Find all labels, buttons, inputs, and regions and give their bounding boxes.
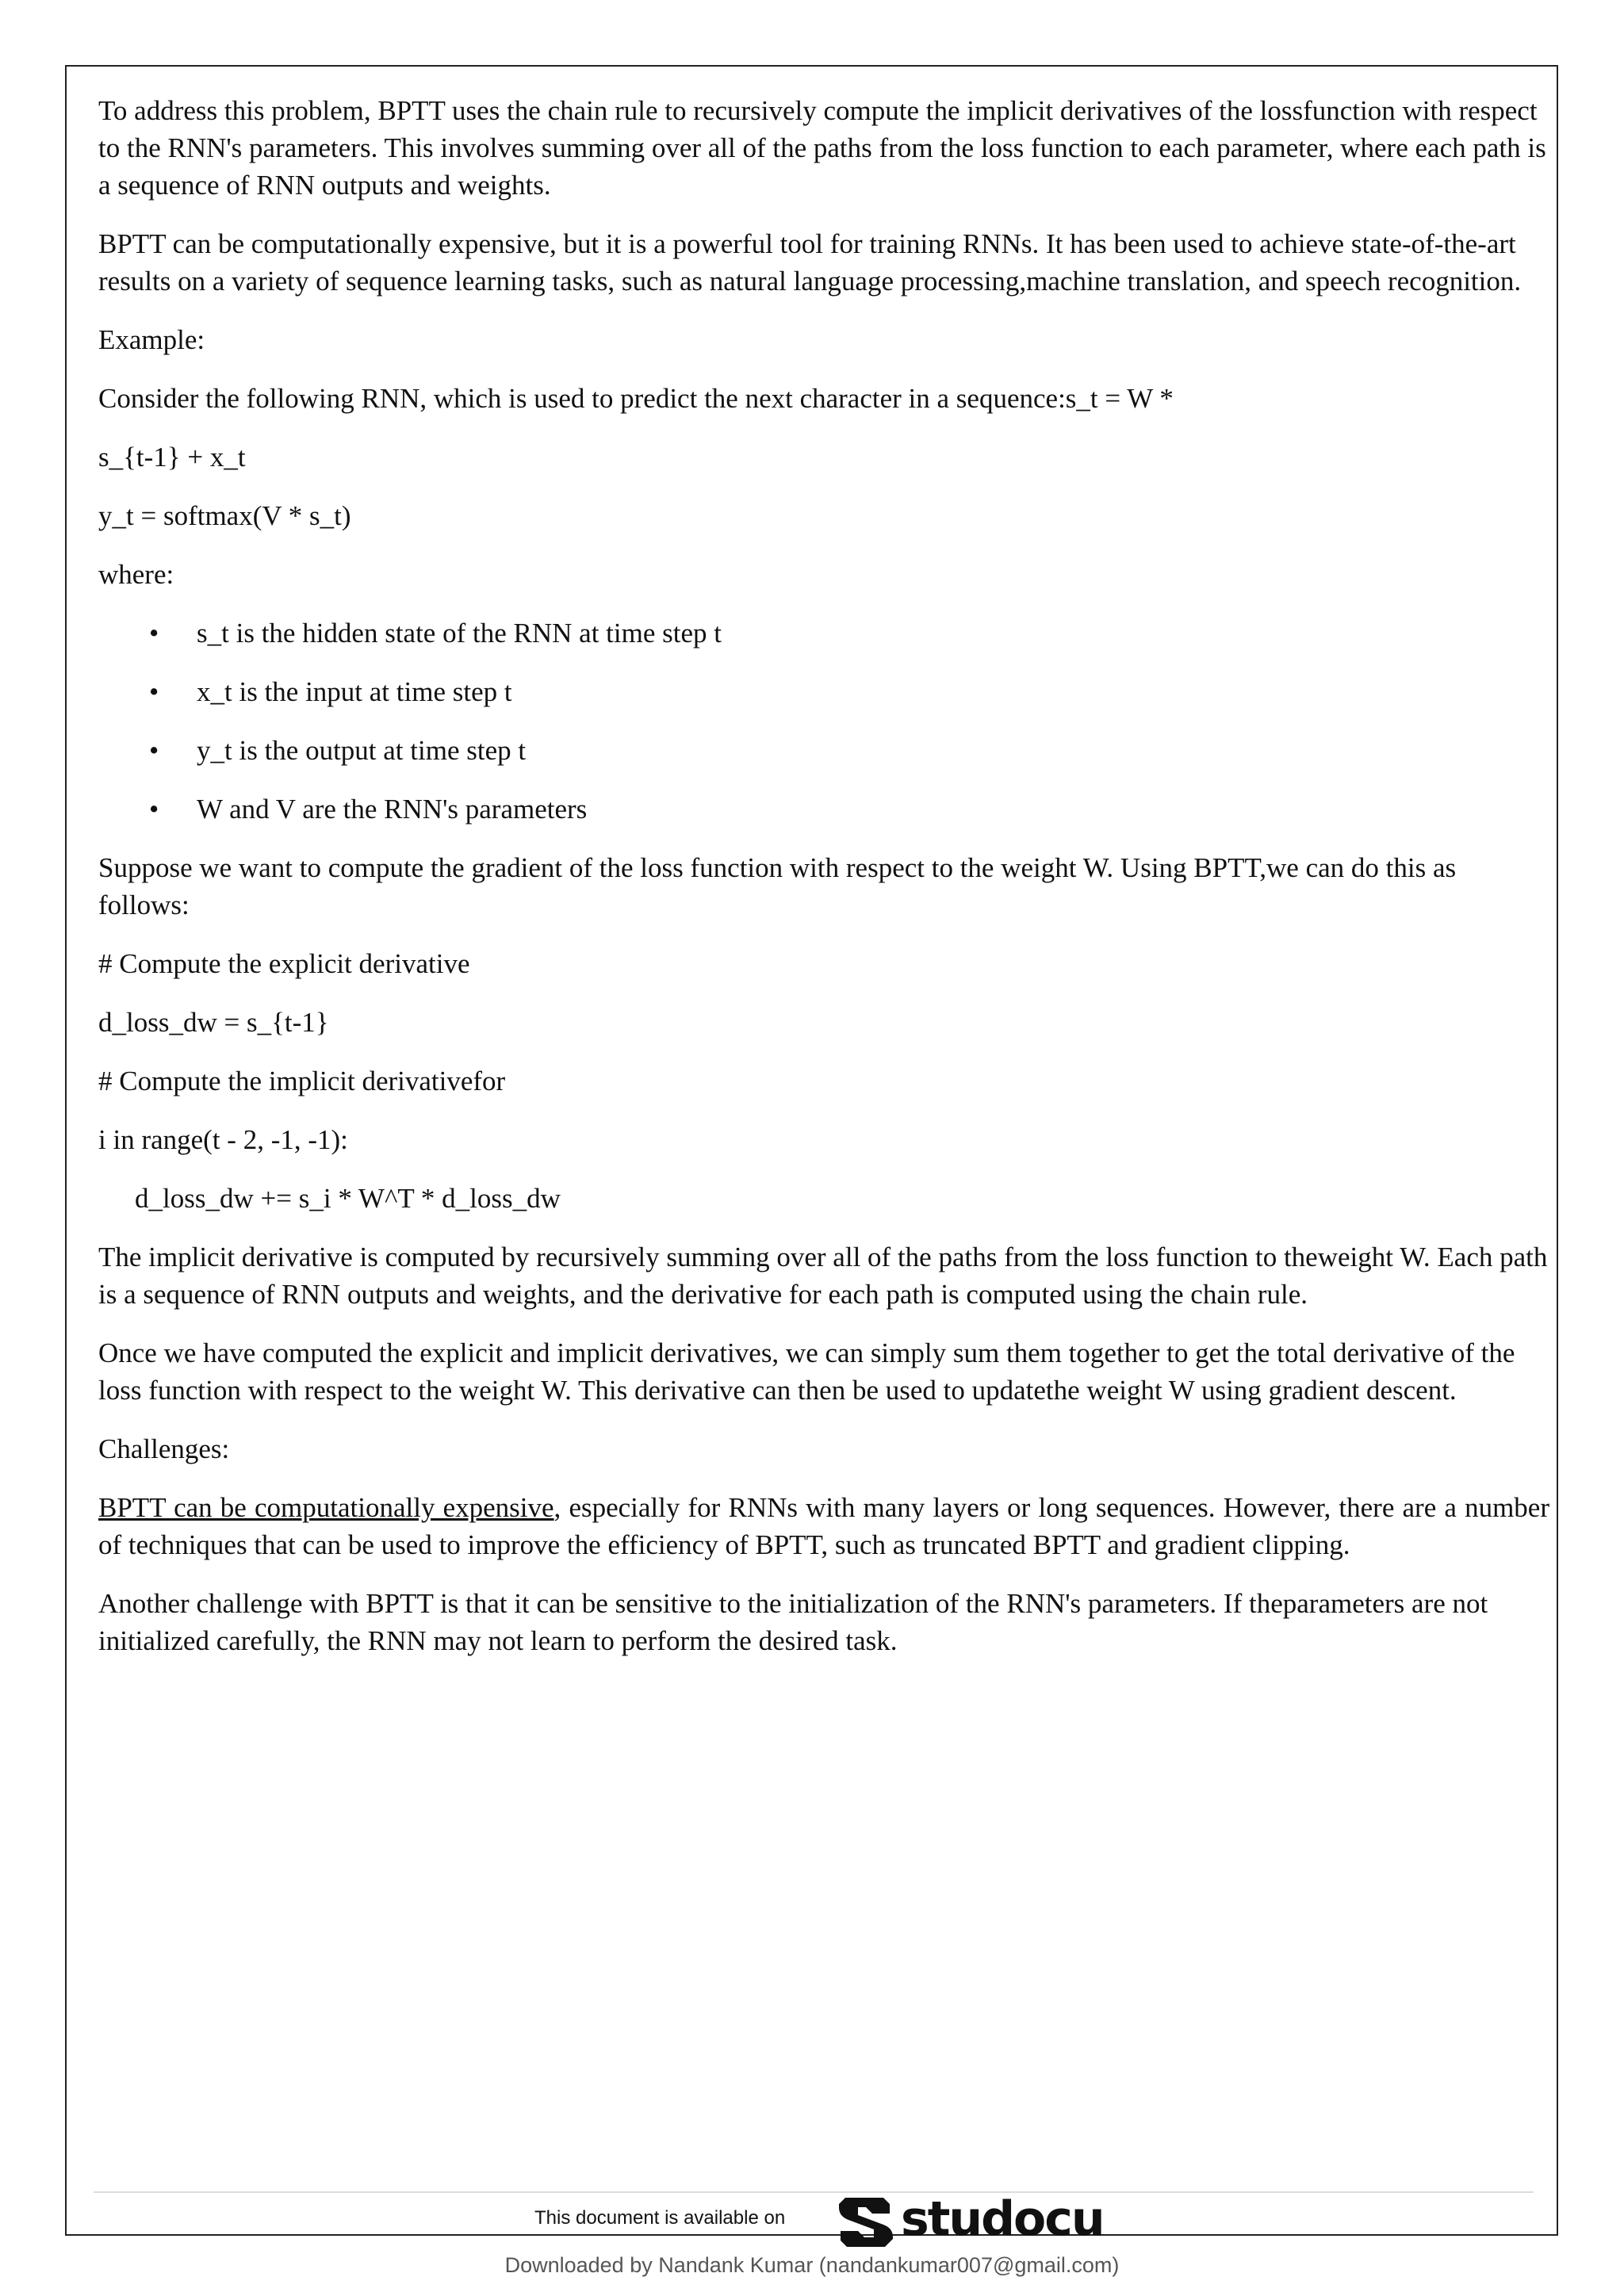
heading-example: Example: (98, 324, 205, 355)
paragraph-challenge-cost (98, 1489, 1549, 1563)
paragraph-total-derivative: Once we have computed the explicit and implicit derivatives, we can simply sum them together to get the total derivative of the loss function with respect to the weight W. This derivative can then be used to updatethe weight W using gradient descent. (98, 1337, 1515, 1406)
paragraph-gradient-intro: Suppose we want to compute the gradient of the loss function with respect to the weight W. Using BPTT,we can do this as follows: (98, 852, 1457, 920)
list-item-text: W and V are the RNN's parameters (197, 794, 588, 825)
underlined-phrase: BPTT can be computationally expensive (98, 1492, 554, 1523)
footer-download-notice: Downloaded by Nandank Kumar (nandankumar007@gmail.com) (504, 2253, 1120, 2277)
equation-output: y_t = softmax(V * s_t) (98, 500, 351, 531)
paragraph-implicit-derivative: The implicit derivative is computed by recursively summing over all of the paths from the loss function to theweight W. Each path is a sequence of RNN outputs and weights, and the derivative for each path is computed using the chain rule. (98, 1242, 1548, 1310)
paragraph-challenge-cost-rest: , especially for RNNs with many layers or long sequences. However, there are a number of techniques that can be used to improve the efficiency of BPTT, such as truncated BPTT and gradient clipping. (98, 1492, 1549, 1560)
code-comment-explicit: # Compute the explicit derivative (98, 948, 470, 979)
paragraph-bptt-chain-rule: To address this problem, BPTT uses the chain rule to recursively compute the implicit derivatives of the lossfunction with respect to the RNN's parameters. This involves summing over all of the paths from the loss function to each parameter, where each path is a sequence of RNN outputs and weights. (98, 95, 1546, 201)
studocu-logo-icon (834, 2190, 898, 2253)
paragraph-bptt-expensive: BPTT can be computationally expensive, but it is a powerful tool for training RNNs. It has been used to achieve state-of-the-art results on a variety of sequence learning tasks, such as natural language processing,machine translation, and speech recognition. (98, 228, 1522, 297)
code-explicit-derivative: d_loss_dw = s_{t-1} (98, 1007, 329, 1038)
list-item-text: x_t is the input at time step t (197, 676, 512, 707)
list-item (98, 673, 1549, 710)
code-loop-body: d_loss_dw += s_i * W^T * d_loss_dw (135, 1183, 561, 1214)
label-where: where: (98, 559, 174, 590)
heading-challenges: Challenges: (98, 1433, 230, 1464)
paragraph-rnn-intro: Consider the following RNN, which is used to predict the next character in a sequence:s_t = W * (98, 383, 1174, 414)
list-item-text: y_t is the output at time step t (197, 735, 527, 766)
studocu-logo-text: studocu (901, 2191, 1104, 2247)
studocu-logo[interactable] (834, 2190, 1104, 2253)
bullet-icon: • (149, 735, 159, 766)
code-comment-implicit: # Compute the implicit derivativefor (98, 1066, 506, 1096)
list-item (98, 732, 1549, 769)
bullet-icon: • (149, 676, 159, 707)
bullet-icon: • (149, 794, 159, 825)
paragraph-challenge-init: Another challenge with BPTT is that it can be sensitive to the initialization of the RNN's parameters. If theparameters are not initialized carefully, the RNN may not learn to perform the desired task. (98, 1588, 1488, 1656)
list-item-text: s_t is the hidden state of the RNN at time step t (197, 618, 722, 649)
footer-available-text: This document is available on (534, 2207, 786, 2229)
document-body (98, 92, 1549, 1681)
code-loop-header: i in range(t - 2, -1, -1): (98, 1124, 348, 1155)
list-item (98, 614, 1549, 652)
bullet-icon: • (149, 618, 159, 649)
definitions-list (98, 614, 1549, 828)
equation-state-continued: s_{t-1} + x_t (98, 442, 246, 473)
list-item (98, 790, 1549, 828)
footer-divider (94, 2191, 1534, 2193)
